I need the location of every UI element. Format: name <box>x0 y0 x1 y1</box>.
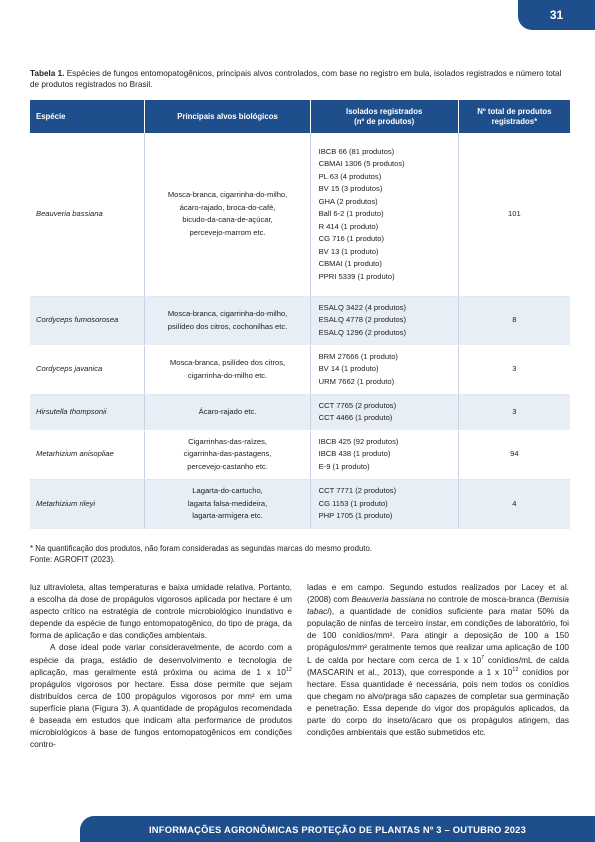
cell-targets <box>145 479 310 529</box>
table-body <box>30 133 570 529</box>
paragraph: ladas e em campo. Segundo estudos realizados por Lacey et al. (2008) com Beauveria bassiana no controle de mosca-branca (Bemisia tabaci), a quantidade de conídios suficiente para matar 50% da população de ninfas de terceiro ínstar, em condições de laboratório, foi de 100 conídios/mm². Para atingir a deposição de 100 a 150 propágulos/mm² geralmente temos que realizar uma aplicação de 100 L de calda por hectare com cerca de 1 x $10^7$ conídios/mL de calda (MASCARIN et al., 2013), que corresponde a 1 x $10^{12}$ conídios por hectare. Essa quantidade é necessária, pois nem todos os conídios que chegam no alvo/praga são capazes de completar sua germinação e penetração. Essa depende do vigor dos propágulos aplicados, da parte do corpo do inseto/ácaro que os propágulos atingem, das condições ambientais que estão submetidos etc. <box>307 582 569 738</box>
paragraph: A dose ideal pode variar consideravelmente, de acordo com a espécie da praga, estádio de desenvolvimento e tecnologia de aplicação, mas geralmente está próxima ou acima de 1 x $10^{12}$ propágulos vigorosos por hectare. Essa dose permite que sejam distribuídos cerca de 100 propágulos vigorosos por mm² em uma superfície plana (Figura 3). A quantidade de propágulos recomendada é baseada em estudos que indicam alta performance de produtos microbiológicos à base de fungos entomopatogênicos em condições contro- <box>30 642 292 750</box>
footer-text: INFORMAÇÕES AGRONÔMICAS PROTEÇÃO DE PLANTAS Nº 3 – OUTUBRO 2023 <box>149 823 526 835</box>
isolate-item: URM 7662 (1 produto) <box>318 376 395 386</box>
isolate-item: ESALQ 4778 (2 produtos) <box>318 315 406 325</box>
cell-total: 4 <box>458 479 570 529</box>
page-number: 31 <box>549 8 564 22</box>
table-footnote <box>30 543 570 565</box>
isolate-item: CCT 4466 (1 produto) <box>318 413 393 422</box>
cell-isolates <box>310 345 458 394</box>
header-species: Espécie <box>30 100 145 133</box>
paragraph: luz ultravioleta, altas temperaturas e baixa umidade relativa. Portanto, a escolha da dose de propágulos vigorosos aplicada por hectare é um aspecto crítico na estratégia de controle microbiológico inundativo e depende da espécie de fungo entomopatogênico, do tipo de praga, da forma de aplicação e das condições ambientais. <box>30 582 292 641</box>
cell-species: Cordyceps javanica <box>30 345 145 394</box>
cell-total: 101 <box>458 133 570 296</box>
isolate-item: CCT 7771 (2 produtos) <box>318 486 397 496</box>
cell-total: 3 <box>458 345 570 394</box>
cell-isolates <box>310 430 458 479</box>
isolate-item: CBMAI 1306 (5 produtos) <box>318 159 405 168</box>
cell-species: Beauveria bassiana <box>30 133 145 296</box>
header-total: Nº total de produtos registrados* <box>458 100 570 133</box>
isolate-item: ESALQ 3422 (4 produtos) <box>318 302 406 312</box>
species-table <box>30 100 570 530</box>
target-line: lagarta falsa-medideira, <box>187 498 268 508</box>
body-column-left <box>30 581 292 750</box>
isolate-item: CBMAI (1 produto) <box>318 259 382 268</box>
table-caption <box>30 68 570 90</box>
cell-species: Hirsutella thompsonii <box>30 394 145 430</box>
isolate-item: BRM 27666 (1 produto) <box>318 351 398 361</box>
table-row <box>30 394 570 430</box>
cell-targets <box>145 296 310 345</box>
target-line: Mosca-branca, cigarrinha-do-milho, <box>167 309 288 318</box>
target-line: ácaro-rajado, broca-do-café, <box>179 202 276 212</box>
isolate-item: PPRI 5339 (1 produto) <box>318 271 395 281</box>
table-caption-text: Espécies de fungos entomopatogênicos, principais alvos controlados, com base no registro em bula, isolados registrados e número total de produtos registrados no Brasil. <box>30 69 562 89</box>
footer-banner <box>80 816 595 842</box>
body-column-right <box>307 581 569 738</box>
footnote-source: Fonte: AGROFIT (2023). <box>30 555 116 564</box>
target-line: percevejo-castanho etc. <box>187 461 268 471</box>
cell-targets <box>145 345 310 394</box>
target-line: Ácaro-rajado etc. <box>198 406 257 416</box>
isolate-item: BV 15 (3 produtos) <box>318 184 383 193</box>
cell-species: Metarhizium rileyi <box>30 479 145 529</box>
isolate-item: GHA (2 produtos) <box>318 196 378 206</box>
target-line: psilídeo dos citros, cochonilhas etc. <box>167 321 288 331</box>
table-row <box>30 133 570 296</box>
cell-targets <box>145 430 310 479</box>
isolate-item: IBCB 66 (81 produtos) <box>318 146 395 156</box>
isolate-item: E-9 (1 produto) <box>318 461 370 471</box>
isolate-item: ESALQ 1296 (2 produtos) <box>318 327 406 337</box>
isolate-item: Ball 6-2 (1 produto) <box>318 209 384 218</box>
isolate-item: CG 1153 (1 produto) <box>318 498 388 508</box>
cell-total: 94 <box>458 430 570 479</box>
cell-isolates <box>310 394 458 430</box>
page-number-badge <box>518 0 595 30</box>
cell-targets <box>145 133 310 296</box>
table-row <box>30 479 570 529</box>
target-line: percevejo-marrom etc. <box>189 227 266 237</box>
footnote-note: * Na quantificação dos produtos, não foram consideradas as segundas marcas do mesmo produto. <box>30 544 372 553</box>
isolate-item: BV 13 (1 produto) <box>318 246 379 256</box>
isolate-item: R 414 (1 produto) <box>318 221 379 231</box>
cell-targets <box>145 394 310 430</box>
target-line: Cigarrinhas-das-raízes, <box>188 436 267 446</box>
target-line: Mosca-branca, cigarrinha-do-milho, <box>167 190 288 200</box>
cell-total: 3 <box>458 394 570 430</box>
cell-isolates <box>310 479 458 529</box>
target-line: Mosca-branca, psilídeo dos citros, <box>169 358 286 367</box>
table-header-row <box>30 100 570 133</box>
header-isolates: Isolados registrados (nº de produtos) <box>310 100 458 133</box>
header-targets: Principais alvos biológicos <box>145 100 310 133</box>
target-line: cigarrinha-das-pastagens, <box>183 449 272 459</box>
target-line: lagarta-armígera etc. <box>192 511 263 521</box>
target-line: bicudo-da-cana-de-açúcar, <box>182 215 273 225</box>
isolate-item: CG 716 (1 produto) <box>318 234 385 243</box>
table-caption-label: Tabela 1. <box>30 69 65 78</box>
cell-isolates <box>310 133 458 296</box>
target-line: cigarrinha-do-milho etc. <box>187 370 268 380</box>
table-row <box>30 296 570 345</box>
cell-isolates <box>310 296 458 345</box>
isolate-item: CCT 7765 (2 produtos) <box>318 400 397 410</box>
cell-total: 8 <box>458 296 570 345</box>
table-row <box>30 345 570 394</box>
cell-species: Cordyceps fumosorosea <box>30 296 145 345</box>
cell-species: Metarhizium anisopliae <box>30 430 145 479</box>
isolate-item: IBCB 425 (92 produtos) <box>318 436 399 446</box>
isolate-item: PHP 1705 (1 produto) <box>318 511 393 521</box>
isolate-item: IBCB 438 (1 produto) <box>318 449 391 459</box>
table-row <box>30 430 570 479</box>
isolate-item: PL 63 (4 produtos) <box>318 171 382 181</box>
isolate-item: BV 14 (1 produto) <box>318 364 379 374</box>
target-line: Lagarta-do-cartucho, <box>192 486 263 496</box>
